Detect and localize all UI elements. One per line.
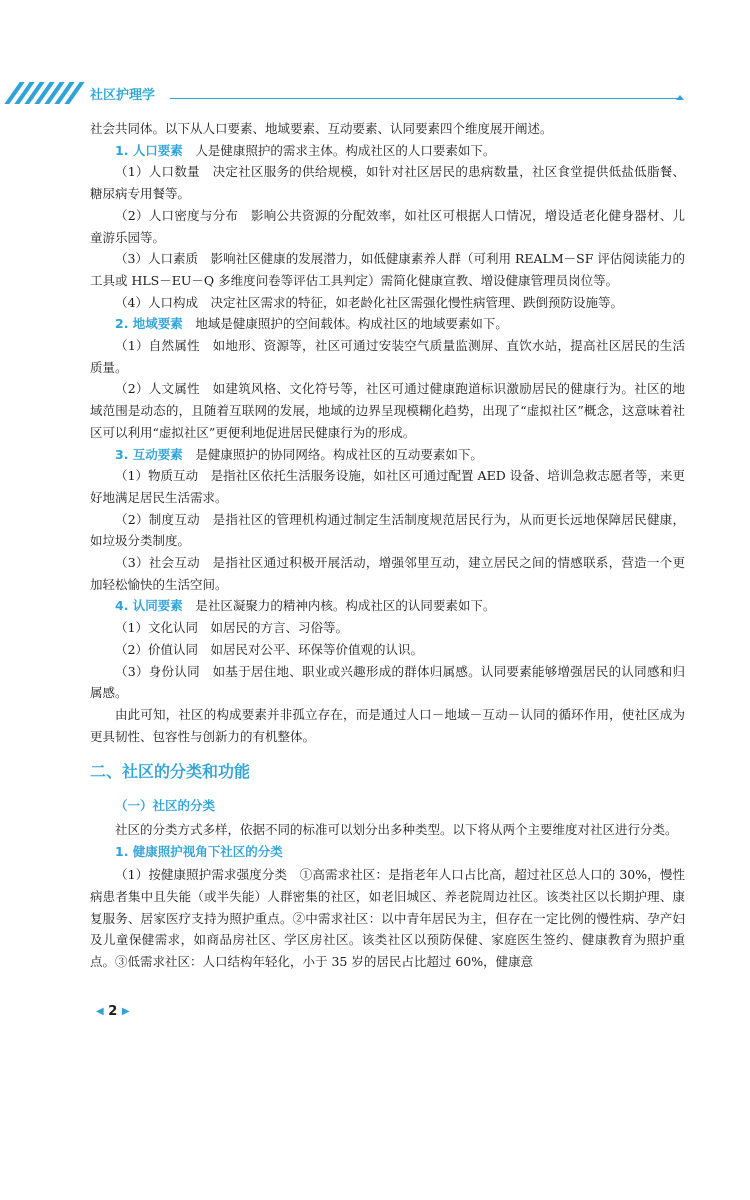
paragraph-interaction <box>90 444 685 466</box>
subsection-heading: （一）社区的分类 <box>115 798 216 814</box>
paragraph: （1）按健康照护需求强度分类 ①高需求社区：是指老年人口占比高，超过社区总人口的 30%，慢性病患者集中且失能（或半失能）人群密集的社区，如老旧城区、养老院周边社区。该类社区以长期护理、康复服务、居家医疗支持为照护重点。②中需求社区：以中青年居民为主，但存在一定比例的慢性病、孕产妇及儿童保健需求，如商品房社区、学区房社区。该类社区以预防保健、家庭医生签约、健康教育为照护重点。③低需求社区：人口结构年轻化，小于 35 岁的居民占比超过 60%，健康意 <box>90 867 685 970</box>
paragraph: 社区的分类方式多样，依据不同的标准可以划分出多种类型。以下将从两个主要维度对社区进行分类。 <box>115 821 678 837</box>
list-item: （2）人文属性 如建筑风格、文化符号等，社区可通过健康跑道标识激励居民的健康行为。社区的地域范围是动态的，且随着互联网的发展，地域的边界呈现模糊化趋势，出现了“虚拟社区”概念，这意味着社区可以利用“虚拟社区”更便利地促进居民健康行为的形成。 <box>90 381 685 440</box>
paragraph-identity <box>90 595 685 617</box>
list-item: （3）人口素质 影响社区健康的发展潜力，如低健康素养人群（可利用 REALM－SF 评估阅读能力的工具或 HLS－EU－Q 多维度问卷等评估工具判定）需简化健康宣教、增设健康管理员岗位等。 <box>90 251 685 288</box>
subsubsection-heading: 1. 健康照护视角下社区的分类 <box>115 843 283 859</box>
paragraph-population <box>90 140 685 162</box>
page-number <box>96 1004 130 1019</box>
running-header <box>0 82 750 106</box>
left-arrow-icon: ◀ <box>96 1006 104 1017</box>
page-number-value: 2 <box>108 1004 118 1019</box>
paragraph: 社会共同体。以下从人口要素、地域要素、互动要素、认同要素四个维度展开阐述。 <box>90 121 553 136</box>
heading-identity: 4. 认同要素 <box>115 598 183 614</box>
list-item: （2）人口密度与分布 影响公共资源的分配效率，如社区可根据人口情况，增设适老化健身器材、儿童游乐园等。 <box>90 207 685 245</box>
right-arrow-icon: ▶ <box>121 1006 130 1017</box>
paragraph-text: 是社区凝聚力的精神内核。构成社区的认同要素如下。 <box>195 598 496 614</box>
list-item: （1）文化认同 如居民的方言、习俗等。 <box>115 620 348 636</box>
paragraph-text: 人是健康照护的需求主体。构成社区的人口要素如下。 <box>195 142 496 158</box>
paragraph-text: 是健康照护的协同网络。构成社区的互动要素如下。 <box>195 446 483 462</box>
list-item: （2）制度互动 是指社区的管理机构通过制定生活制度规范居民行为，从而更长远地保障居民健康，如垃圾分类制度。 <box>90 511 685 549</box>
list-item: （1）物质互动 是指社区依托生活服务设施，如社区可通过配置 AED 设备、培训急救志愿者等，来更好地满足居民生活需求。 <box>90 468 685 505</box>
paragraph-text: 地域是健康照护的空间载体。构成社区的地域要素如下。 <box>195 316 508 332</box>
paragraph-geography <box>90 313 685 335</box>
book-title: 社区护理学 <box>90 88 156 103</box>
section-heading: 二、社区的分类和功能 <box>90 762 251 782</box>
list-item: （1）自然属性 如地形、资源等，社区可通过安装空气质量监测屏、直饮水站，提高社区居民的生活质量。 <box>90 338 685 375</box>
heading-geography: 2. 地域要素 <box>115 316 183 332</box>
heading-interaction: 3. 互动要素 <box>115 446 183 462</box>
list-item: （4）人口构成 决定社区需求的特征，如老龄化社区需强化慢性病管理、跌倒预防设施等。 <box>115 294 623 310</box>
list-item: （2）价值认同 如居民对公平、环保等价值观的认识。 <box>115 641 423 657</box>
page-body <box>90 118 685 973</box>
list-item: （3）身份认同 如基于居住地、职业或兴趣形成的群体归属感。认同要素能够增强居民的认同感和归属感。 <box>90 663 685 701</box>
header-rule <box>170 98 682 99</box>
summary-paragraph: 由此可知，社区的构成要素并非孤立存在，而是通过人口－地域－互动－认同的循环作用，使社区成为更具韧性、包容性与创新力的有机整体。 <box>90 706 685 744</box>
list-item: （3）社会互动 是指社区通过积极开展活动，增强邻里互动，建立居民之间的情感联系，营造一个更加轻松愉快的生活空间。 <box>90 555 685 592</box>
heading-population: 1. 人口要素 <box>115 142 183 158</box>
header-triangle-icon <box>676 95 684 100</box>
list-item: （1）人口数量 决定社区服务的供给规模，如针对社区居民的患病数量，社区食堂提供低盐低脂餐、糖尿病专用餐等。 <box>90 164 685 202</box>
